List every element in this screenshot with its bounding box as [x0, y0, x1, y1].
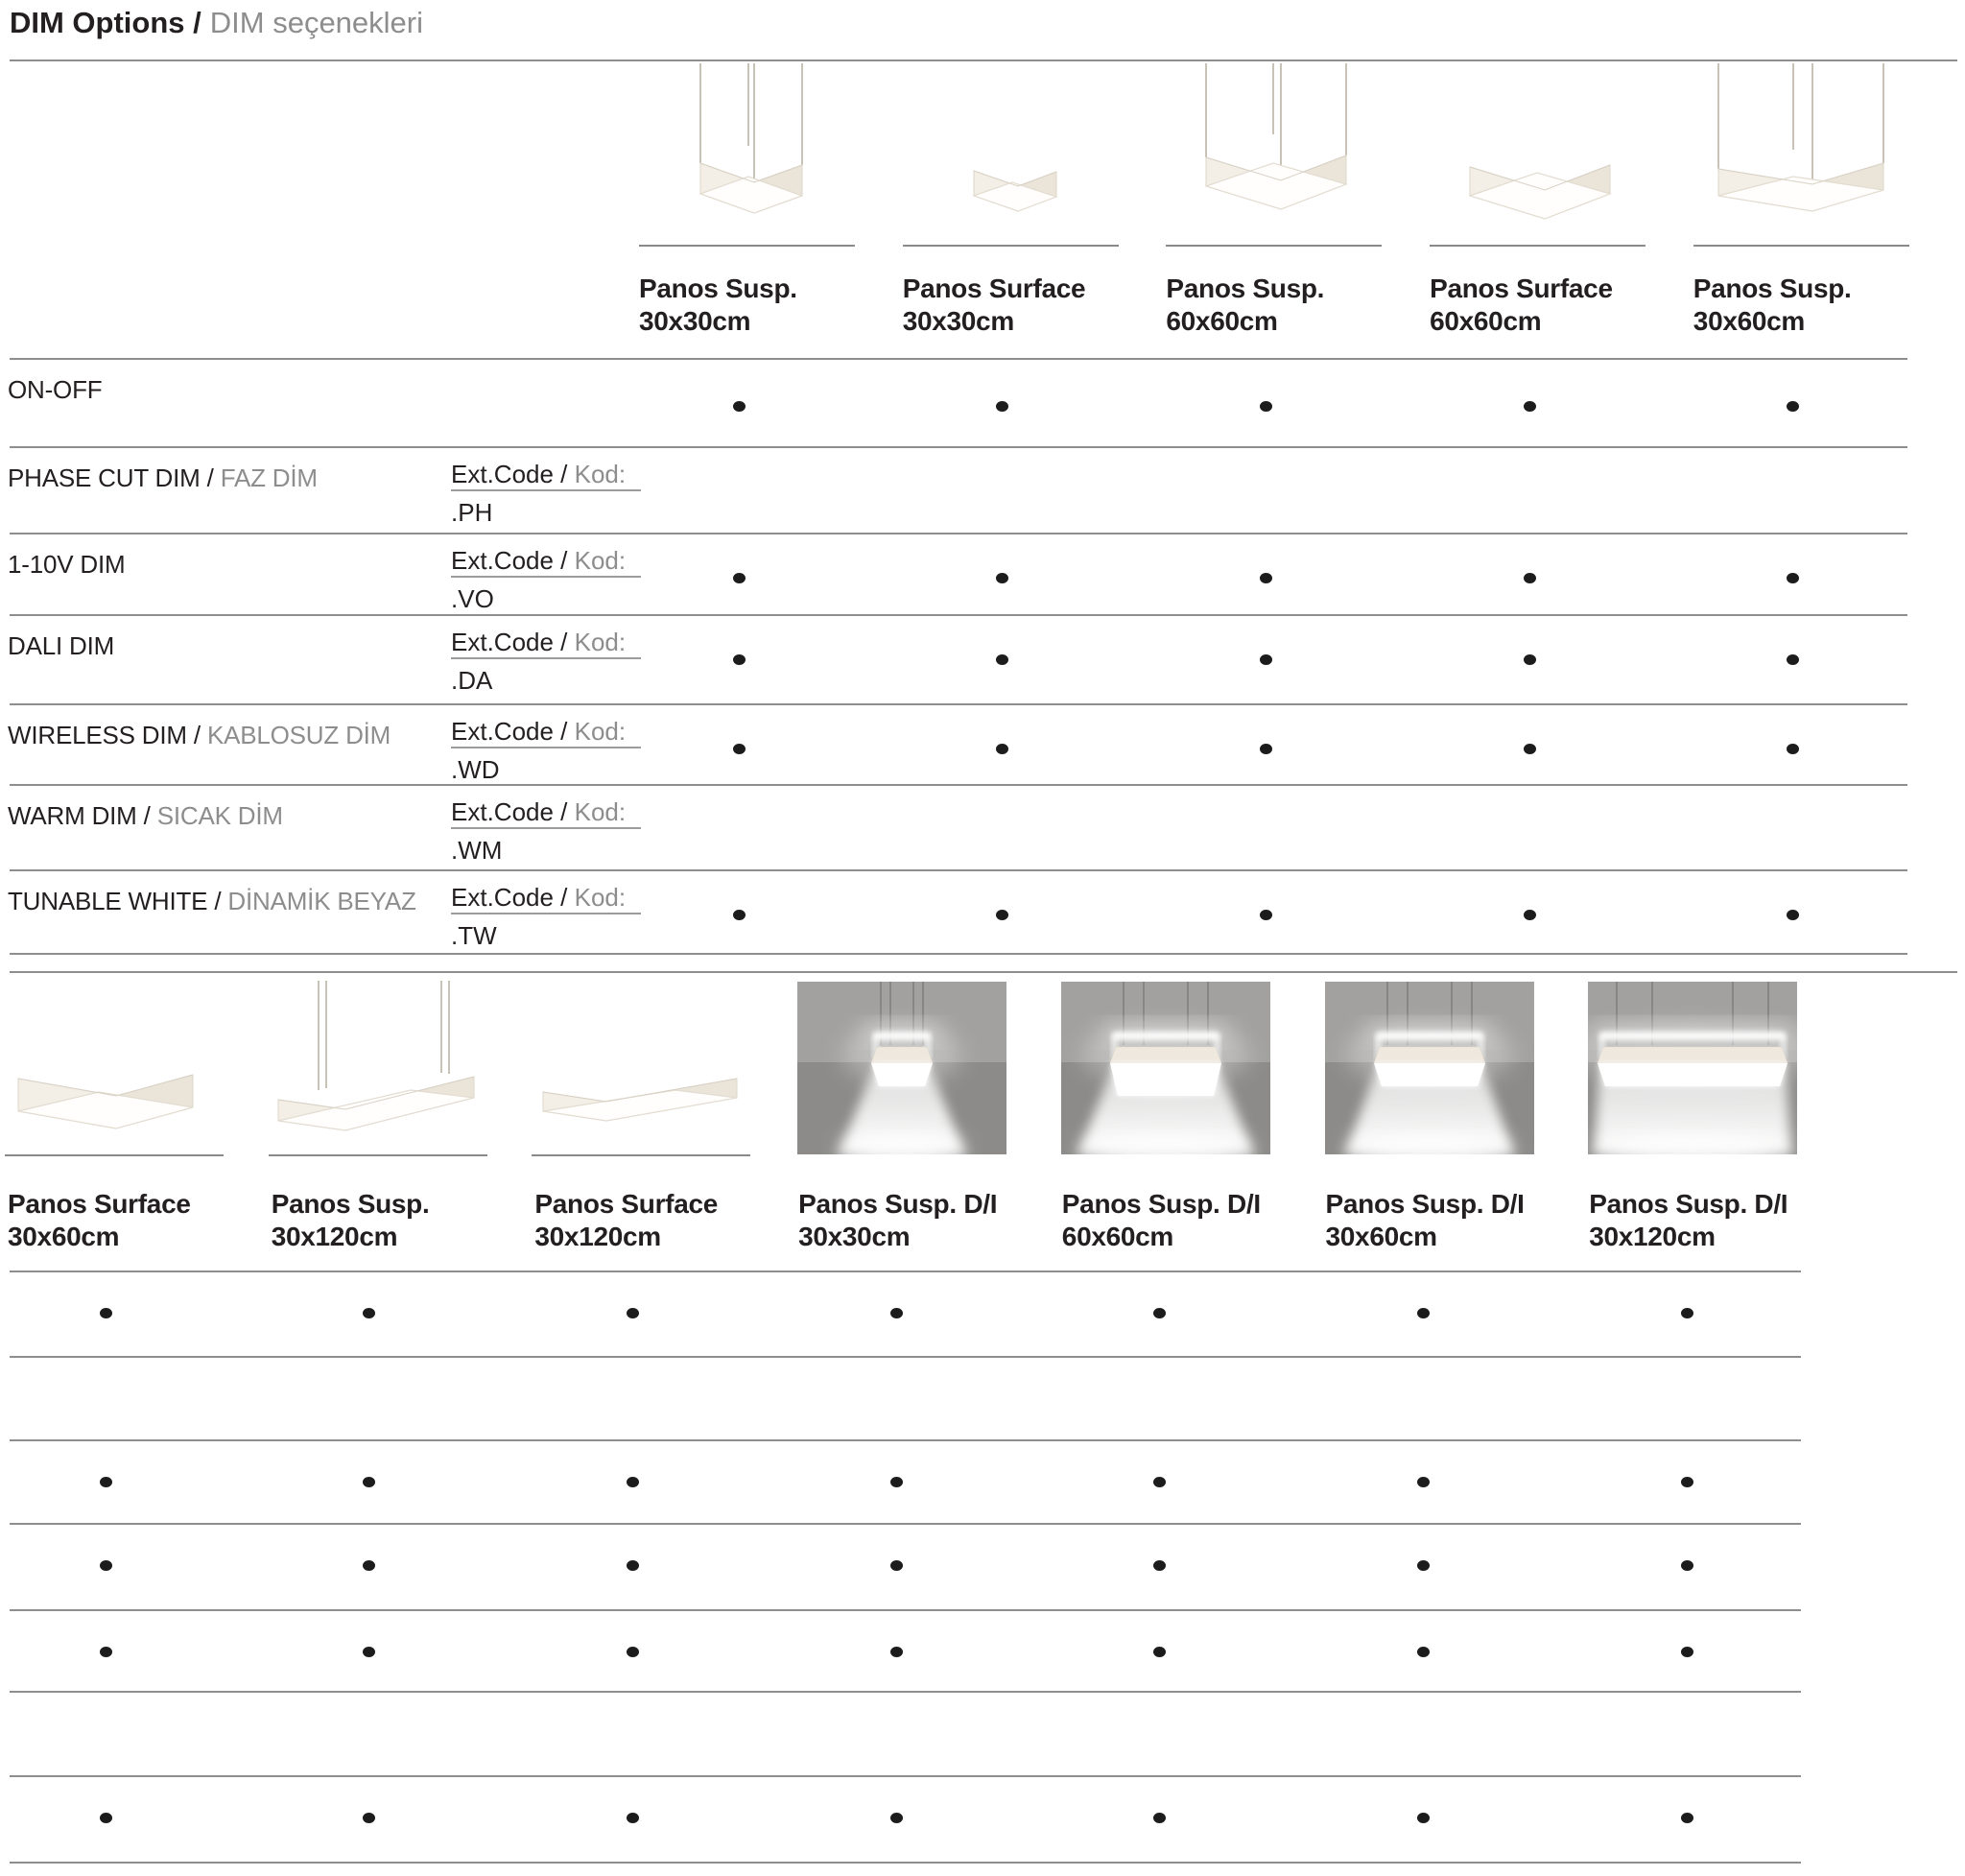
ext-code-heading-tr: Kod: [567, 460, 627, 488]
product-name: Panos Susp. [639, 273, 797, 303]
ext-code-heading-tr: Kod: [567, 797, 627, 826]
product-size: 60x60cm [1166, 306, 1278, 336]
availability-dot [1417, 1308, 1430, 1318]
ext-code-value: .PH [451, 498, 493, 527]
availability-dot [1417, 1813, 1430, 1823]
product-size: 30x60cm [1325, 1222, 1437, 1251]
availability-dot [1260, 744, 1272, 754]
availability-dot [1417, 1647, 1430, 1657]
ext-code-heading [451, 628, 626, 657]
dim-row-label-tr: DİNAMİK BEYAZ [227, 887, 416, 915]
availability-dot [1417, 1477, 1430, 1487]
availability-dot [1260, 573, 1272, 583]
product-size: 60x60cm [1430, 306, 1542, 336]
product-name: Panos Susp. D/I [1061, 1189, 1261, 1219]
availability-dot [996, 744, 1008, 754]
availability-dot [996, 573, 1008, 583]
ext-code-underline [451, 913, 641, 914]
availability-dot [1153, 1813, 1166, 1823]
product-size: 30x120cm [1589, 1222, 1716, 1251]
susp-30x60-drawing [1693, 61, 1909, 239]
availability-dot [1681, 1560, 1693, 1571]
surface-30x30-drawing [903, 61, 1119, 239]
availability-dot [733, 654, 746, 665]
image-underline [269, 1154, 487, 1156]
dim-row-label-en: WIRELESS DIM [8, 721, 187, 749]
availability-dot [363, 1308, 375, 1318]
table-rule [10, 1862, 1801, 1864]
ext-code-value: .WD [451, 755, 500, 784]
availability-dot [890, 1560, 903, 1571]
dim-row-label-en: DALI DIM [8, 631, 115, 660]
page-title [10, 6, 423, 40]
availability-dot [627, 1813, 639, 1823]
product-size: 30x120cm [271, 1222, 398, 1251]
availability-dot [733, 910, 746, 920]
availability-dot [100, 1813, 112, 1823]
susp-60x60-drawing [1166, 61, 1382, 239]
dim-row-label-en: TUNABLE WHITE [8, 887, 208, 915]
product-size: 60x60cm [1061, 1222, 1174, 1251]
product-name: Panos Susp. D/I [1589, 1189, 1788, 1219]
susp-di-30x60-photo [1325, 982, 1534, 1154]
ext-code-heading [451, 460, 626, 489]
availability-dot [627, 1308, 639, 1318]
ext-code-value: .TW [451, 921, 497, 950]
dim-row-label [8, 463, 318, 493]
image-underline [903, 245, 1119, 247]
availability-dot [733, 401, 746, 412]
ext-code-heading-en: Ext.Code / [451, 628, 568, 656]
availability-dot [890, 1813, 903, 1823]
page-title-tr: DIM seçenekleri [209, 6, 424, 39]
availability-dot [1153, 1308, 1166, 1318]
table-rule [10, 533, 1907, 534]
product-size: 30x120cm [534, 1222, 661, 1251]
table-rule [10, 784, 1907, 786]
dim-row-label-en: WARM DIM [8, 801, 137, 830]
availability-dot [1681, 1647, 1693, 1657]
ext-code-underline [451, 489, 641, 491]
availability-dot [1524, 910, 1536, 920]
ext-code-underline [451, 747, 641, 748]
dim-row-label [8, 375, 102, 405]
availability-dot [1260, 654, 1272, 665]
dim-row-label-tr: SICAK DİM [156, 801, 283, 830]
susp-di-30x30-photo [797, 982, 1006, 1154]
ext-code-heading-tr: Kod: [567, 628, 627, 656]
dim-row-label [8, 887, 416, 916]
product-name: Panos Susp. [271, 1189, 430, 1219]
dim-row-label-en: 1-10V DIM [8, 550, 126, 579]
availability-dot [1524, 654, 1536, 665]
availability-dot [1787, 573, 1799, 583]
availability-dot [890, 1477, 903, 1487]
table-rule [10, 1356, 1801, 1358]
product-name: Panos Susp. [1693, 273, 1852, 303]
availability-dot [733, 744, 746, 754]
product-name: Panos Surface [902, 273, 1086, 303]
availability-dot [996, 910, 1008, 920]
surface-60x60-drawing [1430, 61, 1645, 239]
availability-dot [1417, 1560, 1430, 1571]
availability-dot [1153, 1647, 1166, 1657]
ext-code-heading [451, 883, 626, 913]
availability-dot [733, 573, 746, 583]
dim-row-label-tr: KABLOSUZ DİM [206, 721, 391, 749]
table-rule [10, 358, 1907, 360]
availability-dot [1787, 401, 1799, 412]
ext-code-value: .WM [451, 836, 503, 865]
dim-row-label-en: PHASE CUT DIM [8, 463, 201, 492]
product-name: Panos Susp. D/I [1325, 1189, 1525, 1219]
availability-dot [890, 1308, 903, 1318]
ext-code-heading [451, 797, 626, 827]
product-name: Panos Surface [534, 1189, 719, 1219]
availability-dot [1524, 573, 1536, 583]
availability-dot [100, 1560, 112, 1571]
availability-dot [363, 1647, 375, 1657]
image-underline [532, 1154, 750, 1156]
image-underline [1430, 245, 1645, 247]
product-size: 30x30cm [798, 1222, 911, 1251]
dim-row-label-separator: / [200, 463, 221, 492]
product-size: 30x30cm [902, 306, 1014, 336]
availability-dot [627, 1560, 639, 1571]
image-underline [639, 245, 855, 247]
image-underline [1166, 245, 1382, 247]
availability-dot [363, 1560, 375, 1571]
table-rule [10, 953, 1907, 955]
availability-dot [1260, 401, 1272, 412]
dim-row-label-en: ON-OFF [8, 375, 103, 404]
table-rule [10, 869, 1907, 871]
dim-row-label-separator: / [207, 887, 228, 915]
table-rule [10, 703, 1907, 705]
availability-dot [100, 1308, 112, 1318]
image-underline [5, 1154, 224, 1156]
ext-code-heading-tr: Kod: [567, 717, 627, 746]
ext-code-value: .DA [451, 666, 493, 695]
availability-dot [363, 1813, 375, 1823]
ext-code-heading-tr: Kod: [567, 546, 627, 575]
availability-dot [1681, 1308, 1693, 1318]
availability-dot [1260, 910, 1272, 920]
product-size: 30x60cm [8, 1222, 120, 1251]
table-rule [10, 1609, 1801, 1611]
ext-code-heading-en: Ext.Code / [451, 717, 568, 746]
availability-dot [1524, 744, 1536, 754]
ext-code-underline [451, 827, 641, 829]
susp-di-60x60-photo [1061, 982, 1270, 1154]
product-name: Panos Surface [8, 1189, 191, 1219]
table-rule [10, 1439, 1801, 1441]
susp-30x120-drawing [269, 979, 487, 1156]
product-size: 30x30cm [639, 306, 751, 336]
dim-row-label-separator: / [186, 721, 207, 749]
availability-dot [996, 654, 1008, 665]
surface-30x60-drawing [5, 979, 224, 1156]
page-title-en: DIM Options / [10, 6, 201, 39]
surface-30x120-drawing [532, 979, 750, 1156]
ext-code-value: .VO [451, 584, 494, 613]
availability-dot [1524, 401, 1536, 412]
availability-dot [1787, 654, 1799, 665]
section-divider-rule [10, 971, 1957, 973]
product-name: Panos Surface [1430, 273, 1613, 303]
table-rule [10, 1270, 1801, 1272]
dim-row-label [8, 550, 125, 580]
ext-code-underline [451, 657, 641, 659]
ext-code-heading-en: Ext.Code / [451, 883, 568, 912]
dim-row-label-separator: / [136, 801, 157, 830]
dim-row-label [8, 801, 283, 831]
dim-row-label [8, 631, 114, 661]
availability-dot [890, 1647, 903, 1657]
dim-row-label [8, 721, 391, 750]
availability-dot [627, 1647, 639, 1657]
ext-code-heading [451, 717, 626, 747]
availability-dot [1681, 1477, 1693, 1487]
availability-dot [1787, 744, 1799, 754]
table-rule [10, 1691, 1801, 1693]
availability-dot [100, 1477, 112, 1487]
table-rule [10, 614, 1907, 616]
susp-30x30-drawing [639, 61, 855, 239]
table-rule [10, 1523, 1801, 1525]
table-rule [10, 1775, 1801, 1777]
availability-dot [627, 1477, 639, 1487]
susp-di-30x120-photo [1588, 982, 1797, 1154]
dim-row-label-tr: FAZ DİM [220, 463, 318, 492]
ext-code-underline [451, 576, 641, 578]
product-size: 30x60cm [1693, 306, 1806, 336]
availability-dot [996, 401, 1008, 412]
ext-code-heading-en: Ext.Code / [451, 460, 568, 488]
table-rule [10, 446, 1907, 448]
availability-dot [363, 1477, 375, 1487]
product-name: Panos Susp. [1166, 273, 1325, 303]
availability-dot [1153, 1477, 1166, 1487]
availability-dot [100, 1647, 112, 1657]
availability-dot [1681, 1813, 1693, 1823]
ext-code-heading [451, 546, 626, 576]
image-underline [1693, 245, 1909, 247]
ext-code-heading-en: Ext.Code / [451, 797, 568, 826]
product-name: Panos Susp. D/I [798, 1189, 998, 1219]
availability-dot [1787, 910, 1799, 920]
availability-dot [1153, 1560, 1166, 1571]
ext-code-heading-en: Ext.Code / [451, 546, 568, 575]
ext-code-heading-tr: Kod: [567, 883, 627, 912]
